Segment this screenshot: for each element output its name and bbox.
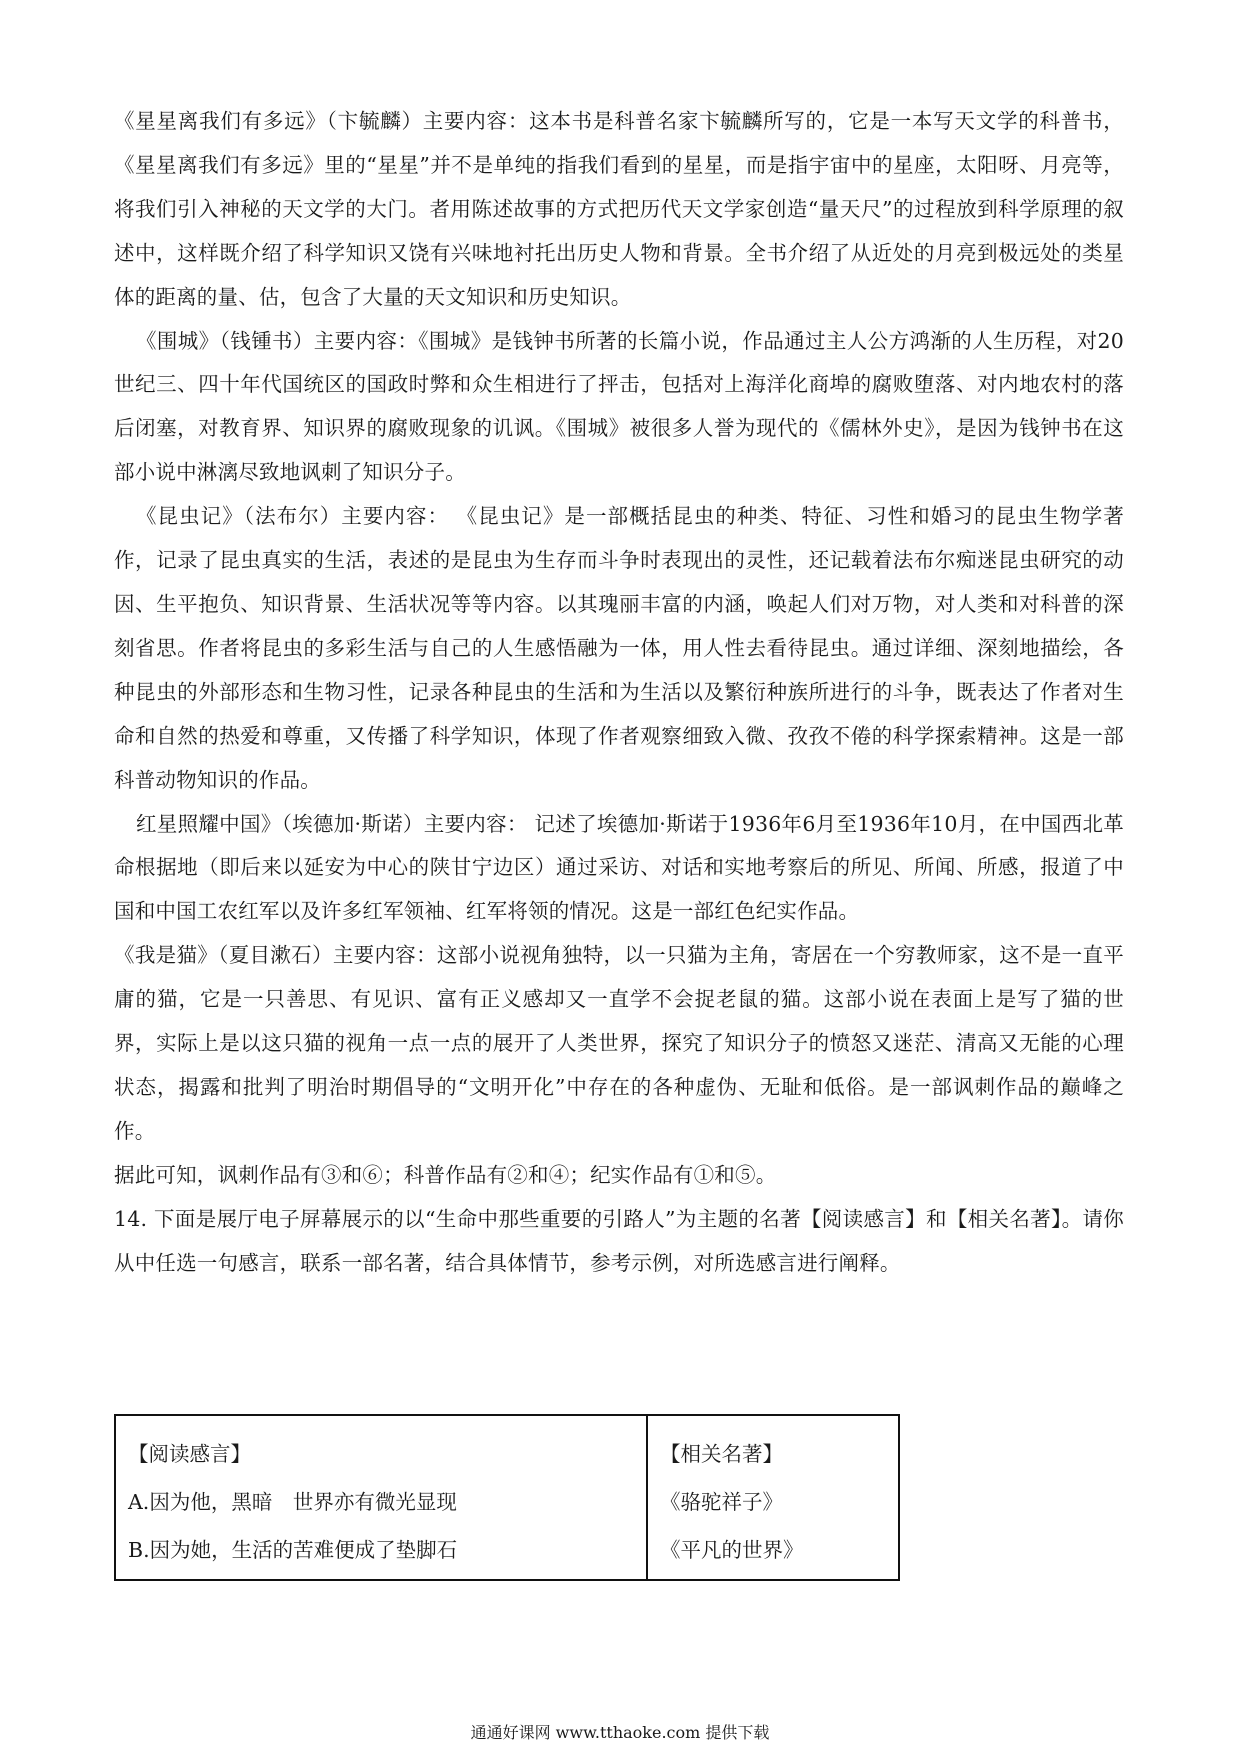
related-books-cell	[647, 1415, 899, 1580]
question-14: 14. 下面是展厅电子屏幕展示的以“生命中那些重要的引路人”为主题的名著【阅读感言】和【相关名著】。请你从中任选一句感言，联系一部名著，结合具体情节，参考示例，对所选感言进行阐释。	[114, 1206, 1124, 1275]
quote-table	[114, 1414, 900, 1581]
document-body	[114, 100, 1124, 1285]
paragraph-hongxing: 红星照耀中国》（埃德加·斯诺）主要内容： 记述了埃德加·斯诺于1936年6月至1936年10月，在中国西北革命根据地（即后来以延安为中心的陕甘宁边区）通过采访、对话和实地考察后的所见、所闻、所感，报道了中国和中国工农红军以及许多红军领袖、红军将领的情况。这是一部红色纪实作品。	[114, 811, 1124, 924]
page-footer: 通通好课网 www.tthaoke.com 提供下载	[470, 1723, 770, 1742]
related-books-header: 【相关名著】	[660, 1442, 783, 1466]
quote-option-a: A.因为他，黑暗 世界亦有微光显现	[128, 1490, 457, 1514]
quote-option-b: B.因为她，生活的苦难便成了垫脚石	[128, 1538, 458, 1562]
paragraph-xingxing: 《星星离我们有多远》（卞毓麟）主要内容：这本书是科普名家卞毓麟所写的，它是一本写天文学的科普书，《星星离我们有多远》里的“星星”并不是单纯的指我们看到的星星，而是指宇宙中的星座，太阳呀、月亮等，将我们引入神秘的天文学的大门。者用陈述故事的方式把历代天文学家创造“量天尺”的过程放到科学原理的叙述中，这样既介绍了科学知识又饶有兴味地衬托出历史人物和背景。全书介绍了从近处的月亮到极远处的类星体的距离的量、估，包含了大量的天文知识和历史知识。	[114, 109, 1124, 309]
book-luotuo-xiangzi: 《骆驼祥子》	[660, 1490, 783, 1514]
paragraph-conclusion: 据此可知，讽刺作品有③和⑥；科普作品有②和④；纪实作品有①和⑤。	[114, 1162, 777, 1187]
paragraph-kunchongji: 《昆虫记》（法布尔）主要内容： 《昆虫记》是一部概括昆虫的种类、特征、习性和婚习的昆虫生物学著作，记录了昆虫真实的生活，表述的是昆虫为生存而斗争时表现出的灵性，还记载着法布尔痴迷昆虫研究的动因、生平抱负、知识背景、生活状况等等内容。以其瑰丽丰富的内涵，唤起人们对万物，对人类和对科普的深刻省思。作者将昆虫的多彩生活与自己的人生感悟融为一体，用人性去看待昆虫。通过详细、深刻地描绘，各种昆虫的外部形态和生物习性，记录各种昆虫的生活和为生活以及繁衍种族所进行的斗争，既表达了作者对生命和自然的热爱和尊重，又传播了科学知识，体现了作者观察细致入微、孜孜不倦的科学探索精神。这是一部科普动物知识的作品。	[114, 504, 1124, 792]
book-pingfan-de-shijie: 《平凡的世界》	[660, 1538, 804, 1562]
reading-quotes-header: 【阅读感言】	[128, 1442, 251, 1466]
reading-quotes-cell	[115, 1415, 647, 1580]
paragraph-weicheng: 《围城》（钱锺书）主要内容：《围城》是钱钟书所著的长篇小说，作品通过主人公方鸿渐的人生历程，对20世纪三、四十年代国统区的国政时弊和众生相进行了抨击，包括对上海洋化商埠的腐败堕落、对内地农村的落后闭塞，对教育界、知识界的腐败现象的讥讽。《围城》被很多人誉为现代的《儒林外史》，是因为钱钟书在这部小说中淋漓尽致地讽刺了知识分子。	[114, 328, 1124, 485]
paragraph-woshimao: 《我是猫》（夏目漱石）主要内容：这部小说视角独特，以一只猫为主角，寄居在一个穷教师家，这不是一直平庸的猫，它是一只善思、有见识、富有正义感却又一直学不会捉老鼠的猫。这部小说在表面上是写了猫的世界，实际上是以这只猫的视角一点一点的展开了人类世界，探究了知识分子的愤怒又迷茫、清高又无能的心理状态，揭露和批判了明治时期倡导的“文明开化”中存在的各种虚伪、无耻和低俗。是一部讽刺作品的巅峰之作。	[114, 943, 1124, 1143]
